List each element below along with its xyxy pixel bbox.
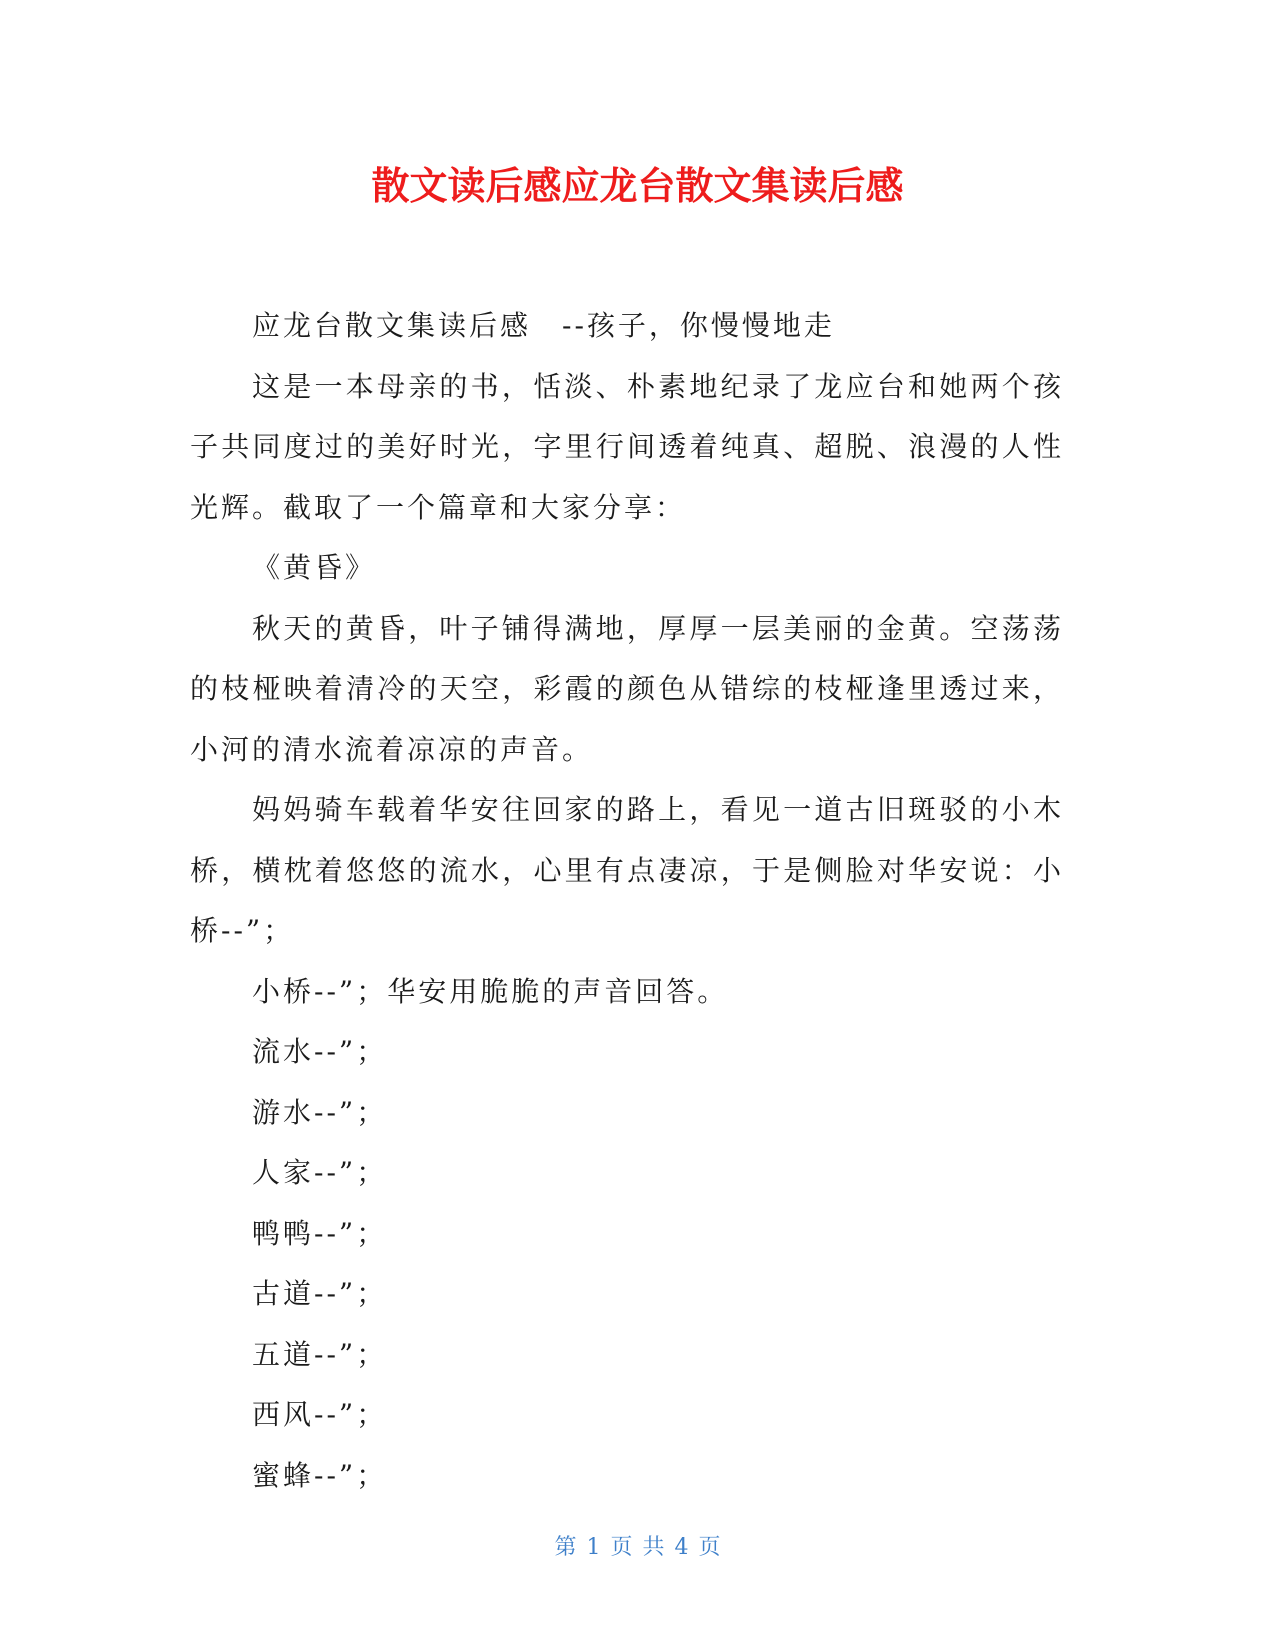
page-footer: [0, 1534, 1275, 1562]
paragraph-line: 鸭鸭--”；: [252, 1216, 388, 1250]
footer-word: 页: [698, 1535, 721, 1560]
paragraph-line: 西风--”；: [252, 1398, 388, 1431]
paragraph-autumn: 秋天的黄昏，叶子铺得满地，厚厚一层美丽的金黄。空荡荡的枝桠映着清冷的天空，彩霞的颜色从错综的枝桠逢里透过来，小河的清水流着凉凉的声音。: [190, 611, 1064, 766]
paragraph-subtitle: 应龙台散文集读后感 --孩子，你慢慢地走: [252, 309, 835, 342]
paragraph-line: 五道--”；: [252, 1337, 388, 1371]
footer-word: 共: [642, 1535, 665, 1560]
paragraph-line: 蜜蜂--”；: [252, 1458, 388, 1492]
paragraph-chapter-title: 《黄昏》: [252, 551, 377, 584]
paragraph-intro: 这是一本母亲的书，恬淡、朴素地纪录了龙应台和她两个孩子共同度过的美好时光，字里行间透着纯真、超脱、浪漫的人性光辉。截取了一个篇章和大家分享：: [190, 369, 1064, 524]
paragraph-bike-ride: 妈妈骑车载着华安往回家的路上，看见一道古旧斑驳的小木桥，横枕着悠悠的流水，心里有点凄凉，于是侧脸对华安说：小桥--”；: [190, 793, 1064, 947]
paragraph-line: 人家--”；: [252, 1156, 388, 1189]
footer-word: 页: [610, 1535, 633, 1560]
paragraph-reply: 小桥--”；华安用脆脆的声音回答。: [252, 974, 729, 1008]
paragraph-line: 游水--”；: [252, 1095, 388, 1129]
paragraph-line: 古道--”；: [252, 1277, 388, 1310]
paragraph-line: 流水--”；: [252, 1035, 388, 1068]
document-title: 散文读后感应龙台散文集读后感: [371, 164, 904, 208]
footer-word: 第: [554, 1535, 577, 1560]
page-total: 4: [674, 1535, 689, 1560]
document-body: [190, 296, 1064, 1506]
page-number: 1: [586, 1535, 601, 1560]
